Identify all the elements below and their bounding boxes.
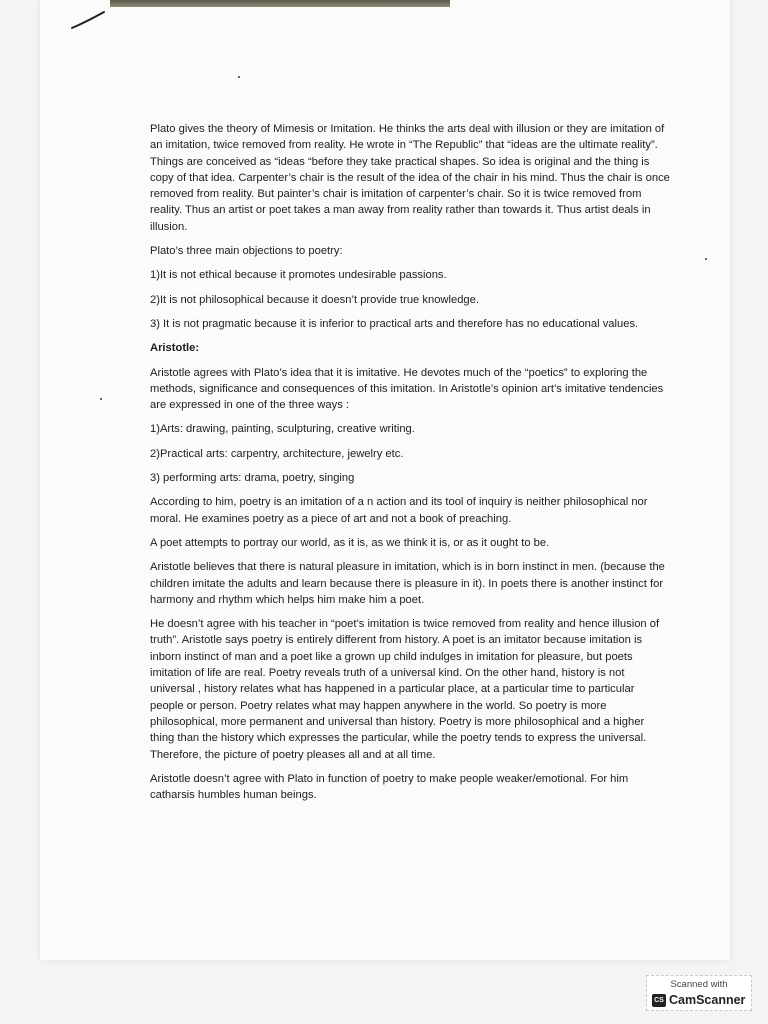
paragraph-objections-heading: Plato’s three main objections to poetry: [150, 245, 343, 258]
speck [100, 398, 102, 400]
paragraph-poetry-vs-history: He doesn’t agree with his teacher in “poet’s imitation is twice removed from reality and hence illusion of truth”. Aristotle says poetry is entirely different from history. A poet is an imitator because imitation is inborn instinct of man and a poet like a grown up child indulges in imitation for pleasure, but poets imitation of life are real. Poetry reveals truth of a universal kind. On the other hand, history is not universal , history relates what has happened in a particular place, at a particular time to particular people or person. Poetry relates what may happen anywhere in the world. So poetry is more philosophical, more permanent and universal than history. Poetry is more philosophical and a higher thing than the history which expresses the particular, while the poetry tends to express the universal. Therefore, the picture of poetry pleases all and at all time. [150, 618, 660, 761]
speck [238, 76, 240, 78]
binding-strip [110, 0, 450, 7]
paragraph-arts-2: 2)Practical arts: carpentry, architecture, jewelry etc. [150, 447, 404, 460]
camscanner-logo-icon: CS [652, 994, 666, 1007]
paragraph-arts-3: 3) performing arts: drama, poetry, singing [150, 472, 355, 485]
speck [705, 258, 707, 260]
paragraph-aristotle-agrees: Aristotle agrees with Plato’s idea that it is imitative. He devotes much of the “poetics” to exploring the methods, significance and consequences of this imitation. In Aristotle’s opinion art’s imitative tendencies are expressed in one of the three ways : [150, 366, 664, 412]
paragraph-arts-1: 1)Arts: drawing, painting, sculpturing, creative writing. [150, 423, 415, 436]
paragraph-poetry-action: According to him, poetry is an imitation of a n action and its tool of inquiry is neither philosophical nor moral. He examines poetry as a piece of art and not a book of preaching. [150, 496, 648, 525]
document-body [150, 121, 670, 811]
paragraph-natural-pleasure: Aristotle believes that there is natural pleasure in imitation, which is in born instinct in men. (because the children imitate the adults and learn because there is pleasure in it). In poets there is another instinct for harmony and rhythm which helps him make him a poet. [150, 561, 665, 606]
paragraph-objection-3: 3) It is not pragmatic because it is inferior to practical arts and therefore has no educational values. [150, 317, 639, 330]
watermark-brand: CamScanner [669, 993, 746, 1007]
pen-mark [70, 8, 106, 32]
heading-aristotle: Aristotle: [150, 342, 200, 355]
paragraph-objection-1: 1)It is not ethical because it promotes undesirable passions. [150, 269, 447, 282]
paragraph-catharsis: Aristotle doesn’t agree with Plato in function of poetry to make people weaker/emotional. For him catharsis humbles human beings. [150, 772, 629, 802]
paragraph-plato-mimesis: Plato gives the theory of Mimesis or Imitation. He thinks the arts deal with illusion or they are imitation of an imitation, twice removed from reality. He wrote in “The Republic” that “ideas are the ultimate reality”. Things are conceived as “ideas “before they take practical shapes. So idea is original and the thing is copy of that idea. Carpenter’s chair is the result of the idea of the chair in his mind. Thus the chair is once removed from reality. But painter’s chair is imitation of carpenter’s chair. So it is twice removed from reality. Thus an artist or poet takes a man away from reality rather than towards it. Thus artist deals in illusion. [150, 123, 670, 233]
watermark-brand-row [652, 993, 745, 1007]
paragraph-poet-portray: A poet attempts to portray our world, as it is, as we think it is, or as it ought to be. [150, 536, 550, 549]
camscanner-watermark [646, 975, 752, 1011]
paragraph-objection-2: 2)It is not philosophical because it doesn’t provide true knowledge. [150, 293, 479, 306]
watermark-top-text: Scanned with [670, 979, 728, 990]
